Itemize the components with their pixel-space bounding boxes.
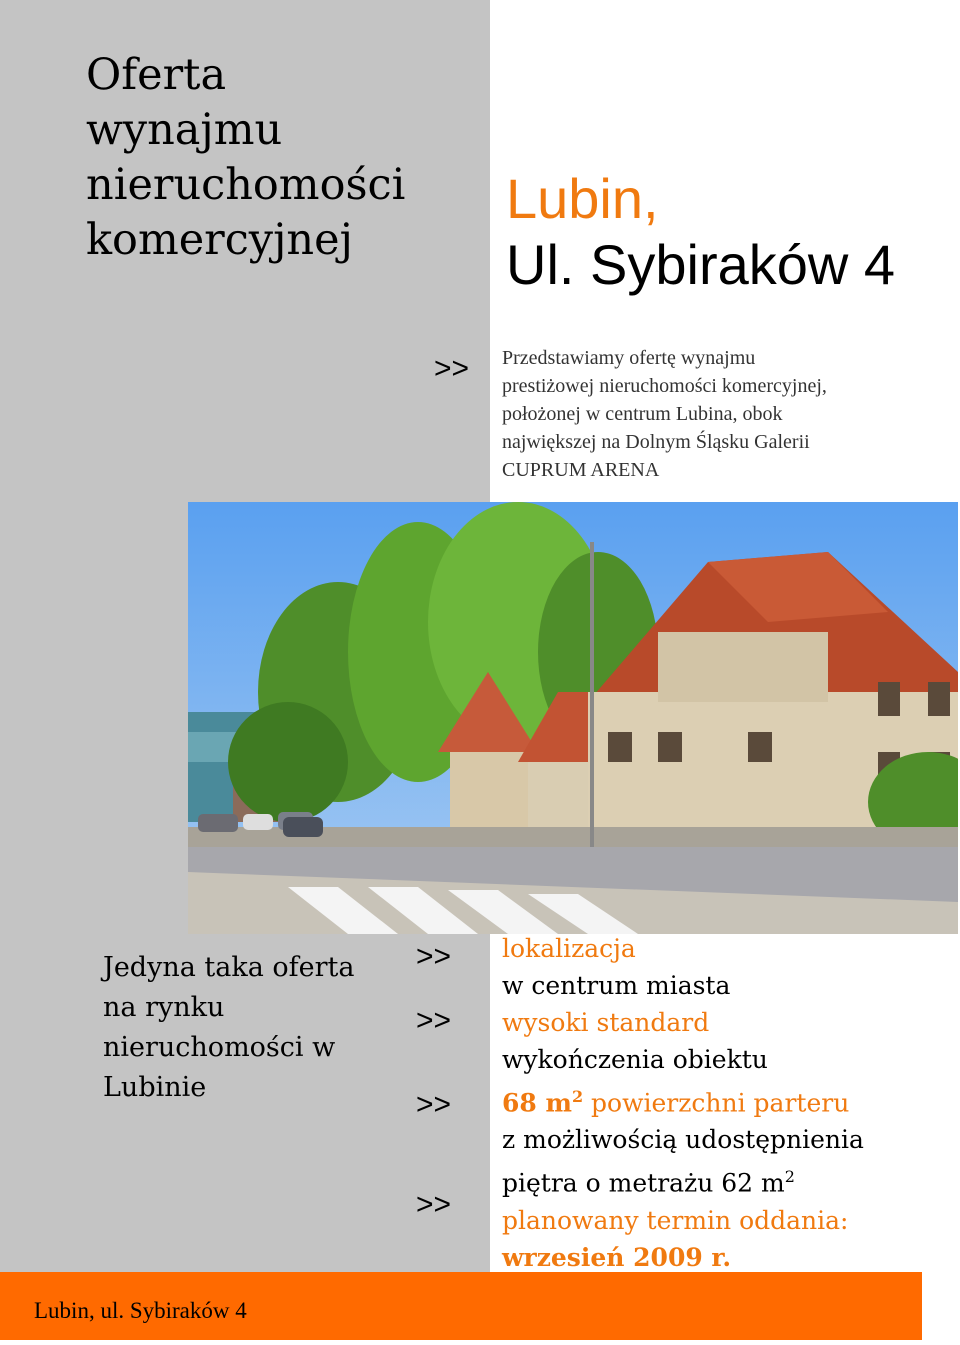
feature-arrow-icon: >>: [416, 1088, 452, 1121]
standard-label: wysoki standard: [502, 1008, 710, 1037]
intro-line: największej na Dolnym Śląsku Galerii: [502, 431, 810, 453]
intro-line: CUPRUM ARENA: [502, 459, 660, 481]
floor-line-2: [502, 1158, 942, 1201]
building-photo: [188, 502, 958, 934]
feature-arrow-icon: >>: [416, 1188, 452, 1221]
location-value: w centrum miasta: [502, 971, 731, 1000]
title-line: nieruchomości: [86, 160, 406, 210]
floor-superscript: 2: [784, 1167, 795, 1187]
title-line: wynajmu: [86, 105, 283, 155]
area-superscript: 2: [571, 1087, 584, 1106]
title-line: komercyjnej: [86, 215, 353, 265]
floor-line-1: z możliwością udostępnienia: [502, 1125, 864, 1155]
intro-paragraph: [502, 344, 942, 484]
tagline: [103, 948, 403, 1108]
page-title: [86, 48, 476, 268]
location-label: lokalizacja: [502, 934, 636, 963]
features-list: [502, 930, 942, 1276]
intro-line: prestiżowej nieruchomości komercyjnej,: [502, 375, 827, 397]
feature-arrow-icon: >>: [416, 940, 452, 973]
floor-text: piętra o metrażu 62 m: [502, 1168, 785, 1198]
tagline-line: nieruchomości w: [103, 1032, 336, 1063]
tagline-line: na rynku: [103, 992, 225, 1023]
title-line: Oferta: [86, 50, 227, 100]
area-number: 68 m: [502, 1088, 572, 1118]
footer-address: Lubin, ul. Sybiraków 4: [34, 1298, 247, 1323]
intro-line: Przedstawiamy ofertę wynajmu: [502, 347, 756, 369]
feature-arrow-icon: >>: [416, 1004, 452, 1037]
intro-line: położonej w centrum Lubina, obok: [502, 403, 783, 425]
tagline-line: Jedyna taka oferta: [103, 952, 355, 983]
area-label: powierzchni parteru: [583, 1088, 850, 1118]
area-line: [502, 1078, 942, 1121]
standard-value: wykończenia obiektu: [502, 1045, 768, 1074]
deadline-label: planowany termin oddania:: [502, 1205, 849, 1235]
city-heading: Lubin,: [506, 167, 659, 230]
tagline-line: Lubinie: [103, 1072, 207, 1103]
street-heading: Ul. Sybiraków 4: [506, 233, 896, 296]
intro-arrow-icon: >>: [434, 352, 470, 385]
deadline-value: wrzesień 2009 r.: [502, 1242, 732, 1272]
